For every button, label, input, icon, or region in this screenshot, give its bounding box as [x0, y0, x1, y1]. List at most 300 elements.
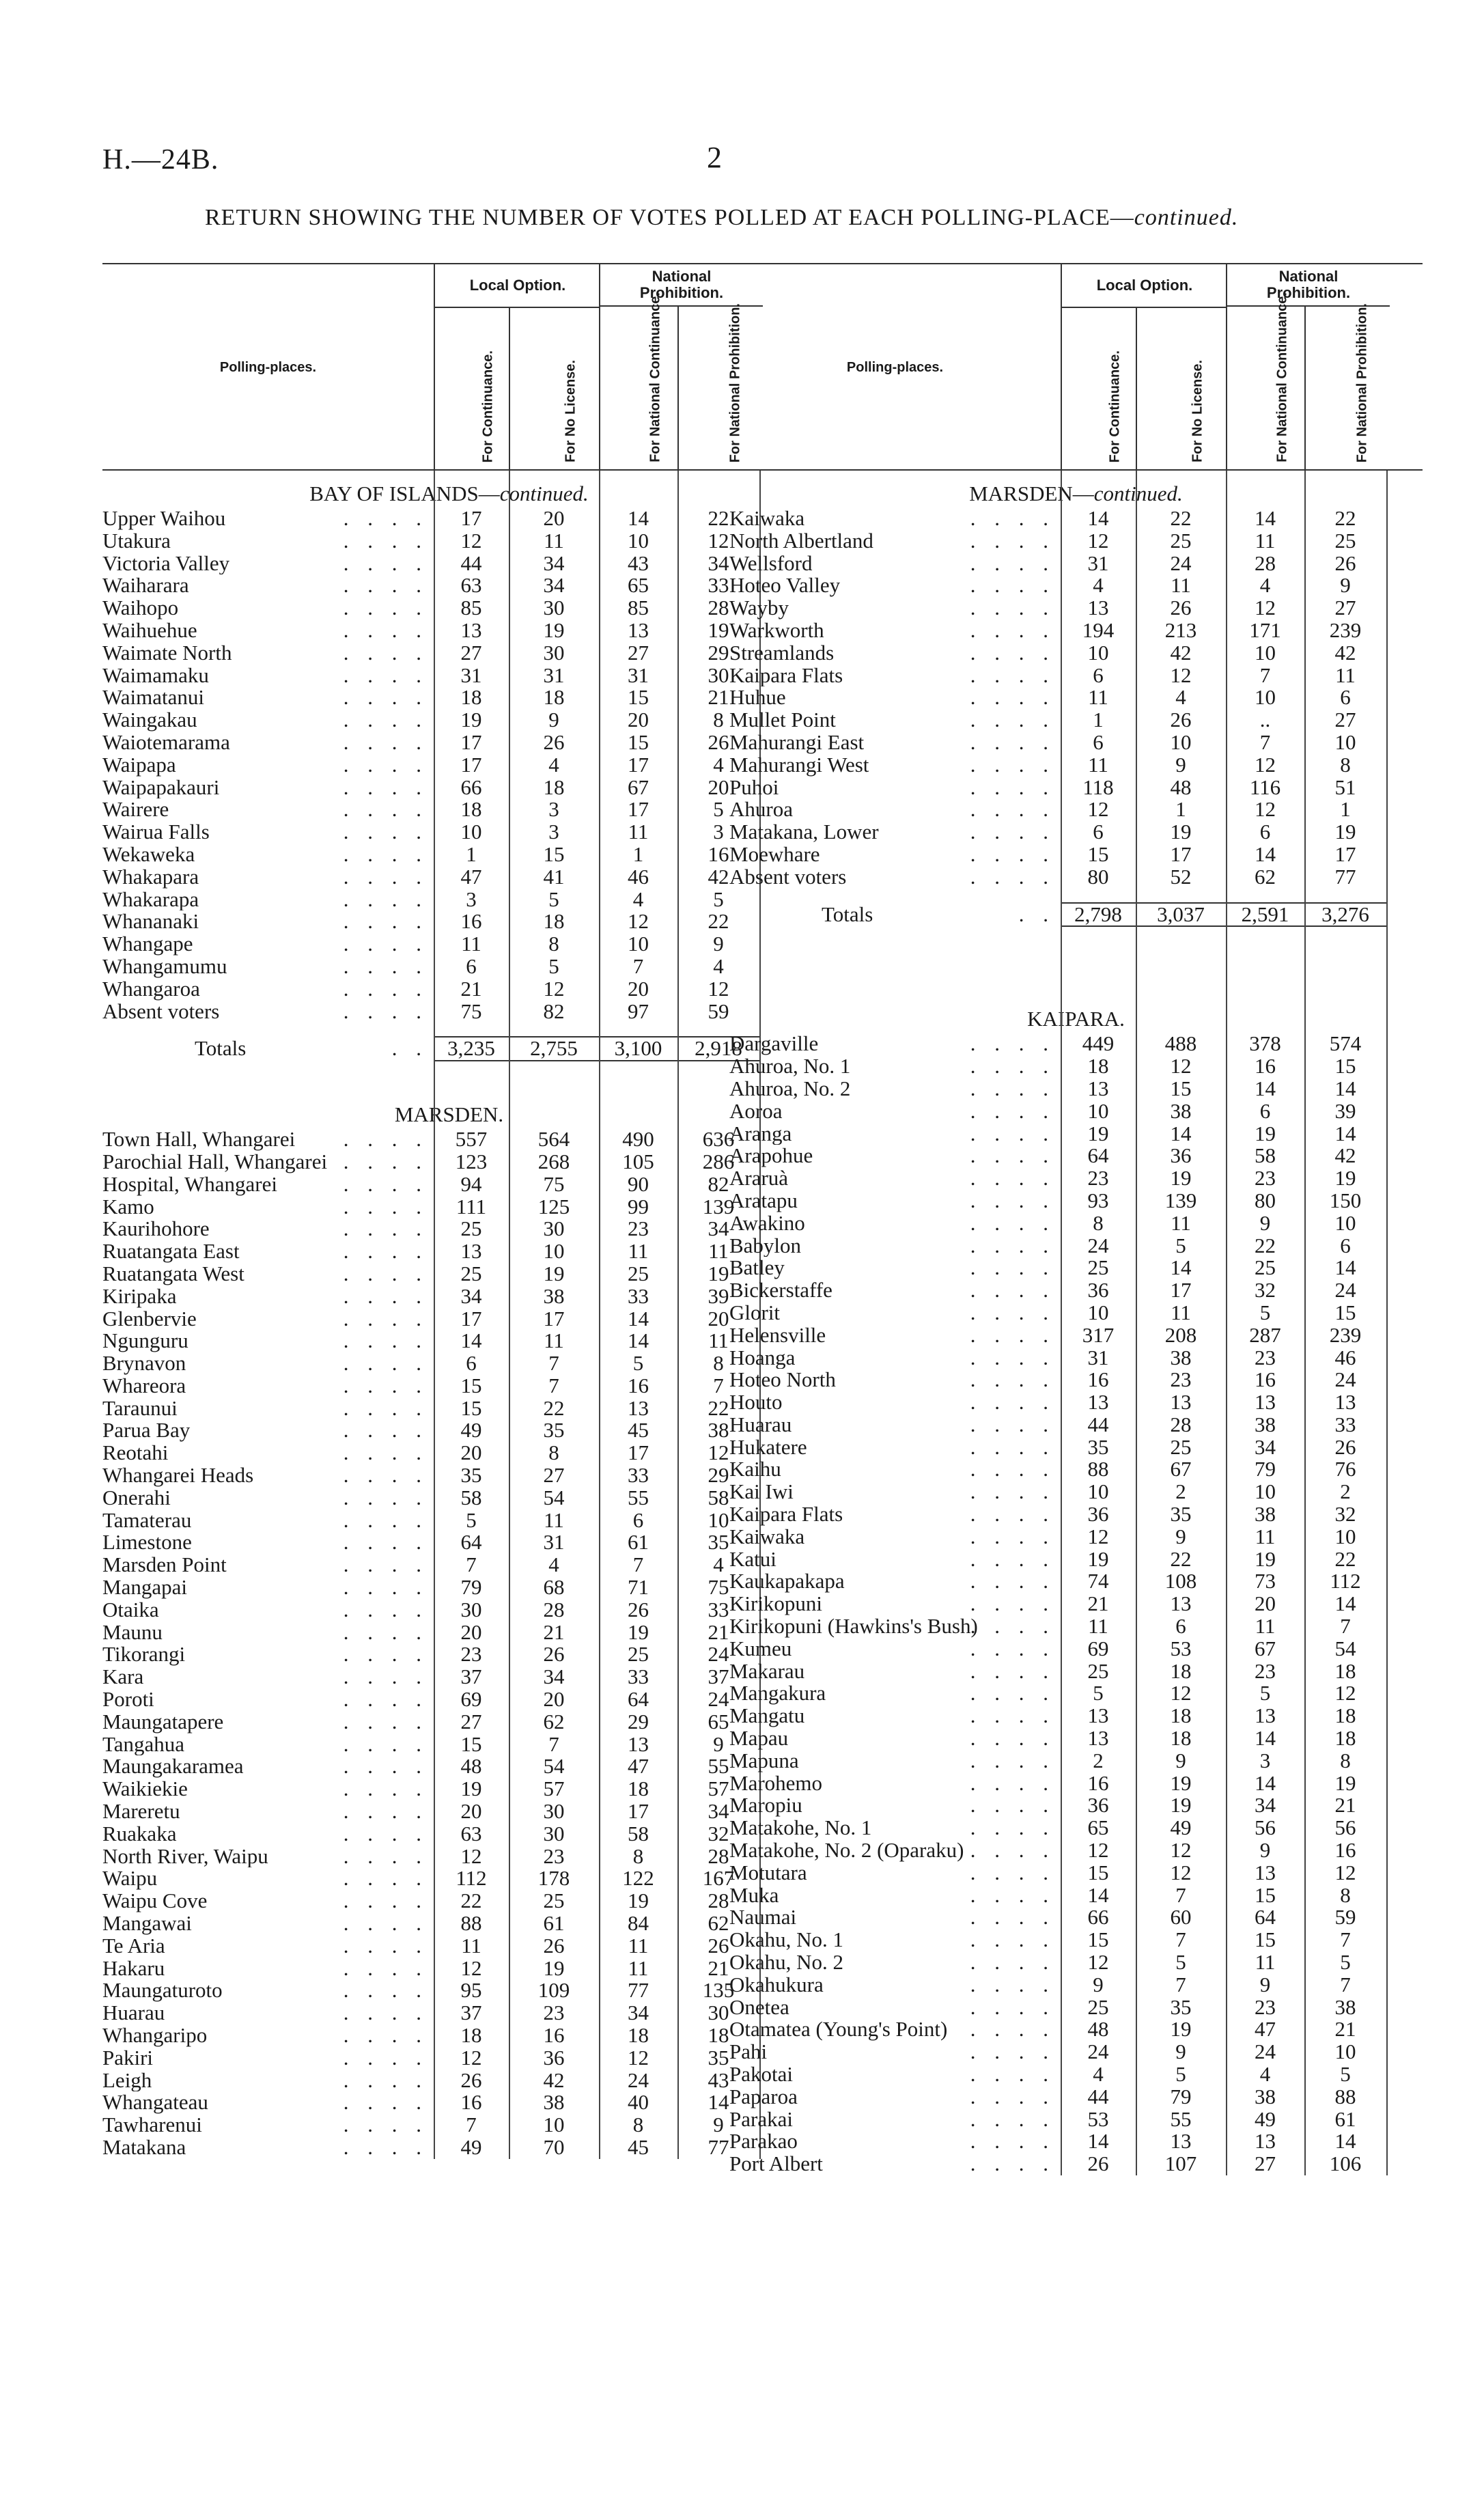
vote-cell: 239 — [1329, 1322, 1362, 1347]
col-no-license — [1136, 307, 1227, 469]
vote-cell: 7 — [548, 1351, 559, 1376]
table-row — [729, 1436, 1423, 1459]
vote-cell: 56 — [1255, 1815, 1276, 1840]
vote-cell: 62 — [708, 1911, 729, 1936]
vote-cell: 26 — [628, 1597, 649, 1621]
vote-cell: 54 — [1334, 1636, 1356, 1660]
table-row — [102, 1867, 796, 1890]
vote-cell: 5 — [713, 797, 724, 822]
vote-cell: 8 — [548, 932, 559, 956]
vote-cell: 22 — [708, 506, 729, 530]
vote-cell: 74 — [1087, 1569, 1109, 1593]
vote-cell: 5 — [548, 887, 559, 911]
vote-cell: 58 — [1255, 1143, 1276, 1168]
polling-place-name: Kaukapakapa . . . . — [729, 1570, 1055, 1593]
vote-cell: 4 — [713, 1552, 724, 1577]
vote-cell: 14 — [1087, 506, 1109, 530]
vote-cell: 27 — [460, 1709, 482, 1733]
vote-cell: 19 — [628, 1619, 649, 1644]
vote-cell: 1 — [466, 841, 477, 866]
page-title — [205, 205, 1238, 231]
table-row — [729, 821, 1423, 844]
col-national-continuance-label: For National Continuance. — [647, 292, 662, 462]
vote-cell: 23 — [543, 2001, 565, 2025]
vote-cell: 21 — [708, 1619, 729, 1644]
polling-place-name: Tawharenui . . . . — [102, 2114, 428, 2136]
table-row — [102, 1352, 796, 1375]
vote-cell: 19 — [1170, 1770, 1192, 1795]
vote-cell: 17 — [543, 1306, 565, 1331]
polling-place-name: Pakotai . . . . — [729, 2063, 1055, 2086]
table-row — [729, 2086, 1423, 2108]
polling-place-name: Parochial Hall, Whangarei . . . . — [102, 1150, 428, 1173]
polling-place-name: Matakohe, No. 1 . . . . — [729, 1817, 1055, 1840]
vote-cell: 16 — [543, 2023, 565, 2047]
totals-row — [729, 904, 1423, 926]
vote-cell: 12 — [1170, 663, 1192, 687]
vote-cell: 15 — [628, 729, 649, 754]
table-row — [729, 2130, 1423, 2153]
vote-cell: 82 — [708, 1171, 729, 1196]
vote-cell: 26 — [1334, 551, 1356, 575]
col-national-prohibition — [1304, 303, 1388, 469]
vote-cell: 32 — [1334, 1502, 1356, 1527]
vote-cell: 23 — [460, 1642, 482, 1667]
vote-cell: 32 — [708, 1821, 729, 1846]
vote-cell: 112 — [456, 1866, 487, 1891]
marsden-heading-italic: continued. — [1093, 482, 1183, 505]
vote-cell: 64 — [1087, 1143, 1109, 1168]
vote-cell: 18 — [543, 775, 565, 799]
table-row — [102, 1955, 796, 1980]
polling-place-name: Matakohe, No. 2 (Oparaku) . . . . — [729, 1839, 1055, 1862]
vote-cell: 5 — [548, 953, 559, 978]
polling-place-name: Waingakau . . . . — [102, 709, 428, 732]
vote-cell: 14 — [1170, 1121, 1192, 1145]
table-row — [102, 1397, 796, 1420]
vote-cell: 286 — [702, 1149, 735, 1173]
vote-cell: 27 — [543, 1463, 565, 1488]
col-continuance — [1061, 307, 1137, 469]
table-row — [102, 2067, 796, 2092]
vote-cell: 30 — [708, 663, 729, 687]
vote-cell: 10 — [543, 1239, 565, 1264]
polling-place-name: North Albertland . . . . — [729, 529, 1055, 553]
table-row — [102, 1666, 796, 1688]
vote-cell: 25 — [1087, 1255, 1109, 1280]
vote-cell: 11 — [544, 528, 564, 553]
vote-cell: 19 — [1170, 820, 1192, 844]
vote-cell: 77 — [708, 2134, 729, 2159]
polling-place-name: Naumai . . . . — [729, 1906, 1055, 1930]
vote-cell: 33 — [708, 1597, 729, 1621]
vote-cell: 36 — [1087, 1793, 1109, 1817]
vote-cell: 5 — [1175, 1950, 1186, 1975]
vote-cell: 14 — [460, 1328, 482, 1353]
vote-cell: 6 — [632, 1507, 644, 1532]
vote-cell: 12 — [628, 909, 649, 934]
vote-cell: 38 — [1170, 1345, 1192, 1369]
vote-cell: 4 — [1175, 685, 1186, 710]
vote-cell: 10 — [628, 528, 649, 553]
vote-cell: 105 — [622, 1149, 654, 1173]
polling-place-name: Hospital, Whangarei . . . . — [102, 1173, 428, 1196]
table-row — [102, 1843, 796, 1868]
vote-cell: 11 — [1335, 663, 1356, 687]
local-option-header: Local Option. — [1061, 264, 1227, 308]
vote-cell: 139 — [1164, 1188, 1197, 1212]
vote-cell: 13 — [1255, 1860, 1276, 1884]
vote-cell: 25 — [628, 1642, 649, 1667]
vote-cell: 10 — [1334, 1524, 1356, 1548]
vote-cell: 10 — [708, 1507, 729, 1532]
marsden-rows — [102, 1128, 796, 2159]
vote-cell: 16 — [1334, 1838, 1356, 1863]
vote-cell: 64 — [460, 1530, 482, 1555]
polling-place-name: Aratapu . . . . — [729, 1189, 1055, 1212]
vote-cell: 13 — [460, 1239, 482, 1264]
col-no-license-label: For No License. — [1190, 359, 1205, 462]
polling-place-name: Marohemo . . . . — [729, 1772, 1055, 1795]
table-row — [729, 619, 1423, 642]
vote-cell: 4 — [1093, 2062, 1104, 2086]
vote-cell: 18 — [628, 2023, 649, 2047]
table-row — [102, 1979, 796, 2002]
table-row — [102, 553, 796, 575]
vote-cell: 21 — [1087, 1591, 1109, 1616]
vote-cell: 9 — [1259, 1838, 1271, 1863]
table-row — [729, 1638, 1423, 1660]
vote-cell: 8 — [713, 708, 724, 732]
vote-cell: 9 — [1175, 2039, 1186, 2064]
table-row — [102, 597, 796, 619]
table-row — [729, 1951, 1423, 1974]
vote-cell: 62 — [1255, 864, 1276, 889]
polling-place-name: Waiotemarama . . . . — [102, 731, 428, 754]
vote-cell: 28 — [708, 1889, 729, 1913]
vote-cell: 30 — [543, 640, 565, 665]
vote-cell: 20 — [543, 506, 565, 530]
vote-cell: 33 — [628, 1283, 649, 1308]
vote-cell: 10 — [1334, 2039, 1356, 2064]
vote-cell: 17 — [628, 797, 649, 822]
polling-place-name: Warkworth . . . . — [729, 619, 1055, 642]
vote-cell: 2,591 — [1241, 902, 1289, 926]
polling-place-name: Waikiekie . . . . — [102, 1778, 428, 1801]
vote-cell: 82 — [543, 999, 565, 1023]
vote-cell: 208 — [1164, 1322, 1197, 1347]
vote-cell: 16 — [460, 909, 482, 934]
vote-cell: 12 — [708, 528, 729, 553]
table-row — [729, 1212, 1423, 1235]
polling-place-name: Okahukura . . . . — [729, 1973, 1055, 1996]
table-row — [102, 2091, 796, 2114]
table-row — [102, 574, 796, 597]
vote-cell: 8 — [632, 2113, 644, 2137]
vote-cell: 27 — [460, 640, 482, 665]
vote-cell: 11 — [1255, 1524, 1276, 1548]
vote-cell: 26 — [543, 1642, 565, 1667]
vote-cell: 42 — [1334, 1143, 1356, 1168]
vote-cell: 1 — [1340, 797, 1351, 822]
polling-place-name: Makarau . . . . — [729, 1660, 1055, 1683]
polling-place-name: Waimatanui . . . . — [102, 686, 428, 710]
table-row — [102, 1935, 796, 1958]
vote-cell: 63 — [460, 1821, 482, 1846]
polling-place-name: Babylon . . . . — [729, 1234, 1055, 1257]
vote-cell: 49 — [1255, 2106, 1276, 2131]
polling-place-name: Hukatere . . . . — [729, 1436, 1055, 1459]
vote-cell: 22 — [708, 909, 729, 934]
vote-cell: 6 — [1259, 820, 1271, 844]
vote-cell: 18 — [460, 797, 482, 822]
right-vote-table — [729, 263, 1423, 2175]
vote-cell: 80 — [1087, 864, 1109, 889]
vote-cell: 70 — [543, 2134, 565, 2159]
polling-place-name: Reotahi . . . . — [102, 1442, 428, 1465]
vote-cell: 5 — [466, 1507, 477, 1532]
vote-cell: 10 — [1170, 729, 1192, 754]
polling-place-name: Town Hall, Whangarei . . . . — [102, 1128, 428, 1151]
vote-cell: 67 — [1170, 1457, 1192, 1481]
vote-cell: 11 — [628, 820, 649, 844]
vote-cell: 5 — [1340, 2062, 1351, 2086]
vote-cell: 61 — [543, 1911, 565, 1936]
vote-cell: 12 — [1255, 596, 1276, 620]
vote-cell: 449 — [1082, 1031, 1115, 1056]
polling-place-name: Otaika . . . . — [102, 1598, 428, 1621]
vote-cell: 22 — [708, 1395, 729, 1420]
vote-cell: 5 — [1259, 1300, 1271, 1324]
vote-cell: 6 — [466, 1351, 477, 1376]
vote-cell: 7 — [1340, 1972, 1351, 1996]
vote-cell: 12 — [460, 1955, 482, 1980]
polling-place-name: Moewhare . . . . — [729, 843, 1055, 866]
vote-cell: 21 — [708, 685, 729, 710]
vote-cell: 65 — [628, 573, 649, 598]
polling-place-name: Victoria Valley . . . . — [102, 552, 428, 575]
vote-cell: 268 — [537, 1149, 570, 1173]
vote-cell: 66 — [1087, 1905, 1109, 1930]
table-row — [729, 1347, 1423, 1369]
left-table-body — [102, 471, 796, 2159]
vote-cell: 11 — [1088, 1614, 1108, 1639]
vote-cell: 25 — [460, 1261, 482, 1285]
table-row — [729, 597, 1423, 619]
marsden-continued-rows — [729, 507, 1423, 889]
vote-cell: 35 — [543, 1418, 565, 1443]
vote-cell: 8 — [1340, 1882, 1351, 1907]
vote-cell: 34 — [543, 551, 565, 575]
table-row — [729, 665, 1423, 687]
table-row — [102, 1196, 796, 1218]
polling-place-name: Totals . . — [822, 903, 1055, 926]
vote-cell: 26 — [1334, 1434, 1356, 1459]
polling-place-name: Mahurangi West . . . . — [729, 753, 1055, 777]
table-row — [102, 1173, 796, 1196]
vote-cell: 3,037 — [1157, 902, 1205, 926]
vote-cell: 25 — [1087, 1994, 1109, 2019]
table-row — [729, 1235, 1423, 1257]
vote-cell: 15 — [1087, 1860, 1109, 1884]
vote-cell: 35 — [1087, 1434, 1109, 1459]
vote-cell: 19 — [1334, 1166, 1356, 1190]
vote-cell: 378 — [1249, 1031, 1281, 1056]
vote-cell: 2,755 — [530, 1036, 578, 1061]
vote-cell: 1 — [1093, 708, 1104, 732]
vote-cell: 22 — [1334, 1546, 1356, 1571]
vote-cell: 19 — [628, 1889, 649, 1913]
table-row — [102, 1308, 796, 1331]
vote-cell: 9 — [1093, 1972, 1104, 1996]
vote-cell: 7 — [466, 1552, 477, 1577]
vote-cell: 18 — [1334, 1658, 1356, 1683]
vote-cell: 18 — [460, 685, 482, 710]
vote-cell: 26 — [543, 1933, 565, 1958]
table-row — [102, 1240, 796, 1263]
vote-cell: 18 — [1170, 1726, 1192, 1751]
vote-cell: 9 — [713, 2113, 724, 2137]
vote-cell: 12 — [1170, 1838, 1192, 1863]
polling-place-name: Dargaville . . . . — [729, 1033, 1055, 1056]
vote-cell: 79 — [1255, 1457, 1276, 1481]
vote-cell: 34 — [1255, 1434, 1276, 1459]
vote-cell: 48 — [460, 1754, 482, 1779]
vote-cell: 19 — [1334, 1770, 1356, 1795]
polling-place-name: Mangakura . . . . — [729, 1682, 1055, 1705]
polling-place-name: Okahu, No. 2 . . . . — [729, 1951, 1055, 1974]
vote-cell: 11 — [1088, 685, 1108, 710]
polling-place-name: Hoteo North . . . . — [729, 1369, 1055, 1392]
polling-place-name: Mahurangi East . . . . — [729, 731, 1055, 754]
vote-cell: 19 — [1087, 1546, 1109, 1571]
vote-cell: 10 — [1087, 1098, 1109, 1123]
table-row — [729, 1593, 1423, 1615]
vote-cell: 8 — [548, 1440, 559, 1465]
table-row — [729, 1548, 1423, 1571]
table-row — [102, 2002, 796, 2024]
vote-cell: 53 — [1087, 2106, 1109, 2131]
vote-cell: 85 — [460, 596, 482, 620]
vote-cell: 17 — [460, 729, 482, 754]
polling-place-name: Kai Iwi . . . . — [729, 1481, 1055, 1504]
vote-cell: 12 — [1087, 1838, 1109, 1863]
vote-cell: 10 — [1334, 729, 1356, 754]
table-row — [102, 1733, 796, 1756]
table-row — [102, 798, 796, 821]
vote-cell: 7 — [632, 953, 644, 978]
vote-cell: 68 — [543, 1575, 565, 1600]
vote-cell: 9 — [1175, 1524, 1186, 1548]
polling-place-name: Waipu . . . . — [102, 1867, 428, 1891]
vote-cell: 3 — [1259, 1748, 1271, 1772]
vote-cell: 32 — [1255, 1278, 1276, 1303]
vote-cell: 38 — [1255, 1412, 1276, 1436]
vote-cell: 36 — [1170, 1143, 1192, 1168]
table-row — [729, 1817, 1423, 1839]
table-row — [729, 1145, 1423, 1167]
vote-cell: 1 — [1175, 797, 1186, 822]
vote-cell: 58 — [708, 1485, 729, 1509]
vote-cell: 17 — [460, 752, 482, 777]
vote-cell: 7 — [548, 1731, 559, 1756]
vote-cell: 557 — [455, 1127, 488, 1152]
vote-cell: 84 — [628, 1911, 649, 1936]
vote-cell: 33 — [628, 1463, 649, 1488]
vote-cell: 118 — [1082, 775, 1114, 799]
vote-cell: 29 — [628, 1709, 649, 1733]
vote-cell: 25 — [1334, 528, 1356, 553]
polling-place-name: Parua Bay . . . . — [102, 1419, 428, 1443]
vote-cell: 18 — [1170, 1658, 1192, 1683]
page-number: 2 — [707, 141, 722, 174]
polling-place-name: Onerahi . . . . — [102, 1486, 428, 1509]
vote-cell: 10 — [1334, 1210, 1356, 1235]
polling-place-name: Wairua Falls . . . . — [102, 821, 428, 844]
polling-place-name: Whakapara . . . . — [102, 865, 428, 889]
table-row — [102, 2136, 796, 2159]
vote-cell: 20 — [543, 1687, 565, 1712]
vote-cell: 6 — [1093, 663, 1104, 687]
vote-cell: 2 — [1175, 1479, 1186, 1504]
polling-place-name: Mapau . . . . — [729, 1727, 1055, 1750]
vote-cell: 9 — [1259, 1972, 1271, 1996]
table-row — [102, 1263, 796, 1285]
vote-cell: 13 — [1170, 1591, 1192, 1616]
vote-cell: 12 — [543, 976, 565, 1001]
vote-cell: 13 — [1255, 1390, 1276, 1415]
table-row — [729, 686, 1423, 709]
vote-cell: 23 — [543, 1843, 565, 1868]
vote-cell: 25 — [460, 1216, 482, 1241]
polling-place-name: Wayby . . . . — [729, 597, 1055, 619]
vote-cell: 14 — [1255, 1076, 1276, 1100]
table-row — [729, 1369, 1423, 1391]
vote-cell: 10 — [543, 2113, 565, 2137]
vote-cell: 95 — [460, 1978, 482, 2003]
col-continuance-label: For Continuance. — [480, 350, 496, 462]
polling-place-name: Hakaru . . . . — [102, 1957, 428, 1980]
vote-cell: 15 — [543, 841, 565, 866]
vote-cell: 11 — [461, 932, 481, 956]
vote-cell: 122 — [622, 1866, 654, 1891]
vote-cell: 30 — [543, 1799, 565, 1824]
vote-cell: 26 — [543, 729, 565, 754]
table-row — [102, 619, 796, 642]
polling-place-name: Maropiu . . . . — [729, 1794, 1055, 1817]
table-row — [102, 933, 796, 956]
vote-cell: 88 — [460, 1911, 482, 1936]
vote-cell: 111 — [456, 1194, 487, 1218]
vote-cell: 6 — [1340, 1233, 1351, 1257]
vote-cell: 7 — [548, 1373, 559, 1397]
table-row — [729, 1705, 1423, 1727]
vote-cell: 4 — [632, 887, 644, 911]
vote-cell: 125 — [537, 1194, 570, 1218]
vote-cell: 38 — [1334, 1994, 1356, 2019]
vote-cell: 26 — [1170, 708, 1192, 732]
polling-place-name: Waipapakauri . . . . — [102, 776, 428, 799]
polling-place-name: Brynavon . . . . — [102, 1352, 428, 1375]
vote-cell: 24 — [1087, 2039, 1109, 2064]
vote-cell: 17 — [628, 752, 649, 777]
polling-place-name: Paparoa . . . . — [729, 2085, 1055, 2108]
vote-cell: 9 — [1340, 573, 1351, 598]
vote-cell: 35 — [708, 2045, 729, 2070]
vote-cell: 12 — [1255, 797, 1276, 822]
vote-cell: 15 — [1255, 1927, 1276, 1952]
polling-place-name: Streamlands . . . . — [729, 641, 1055, 665]
